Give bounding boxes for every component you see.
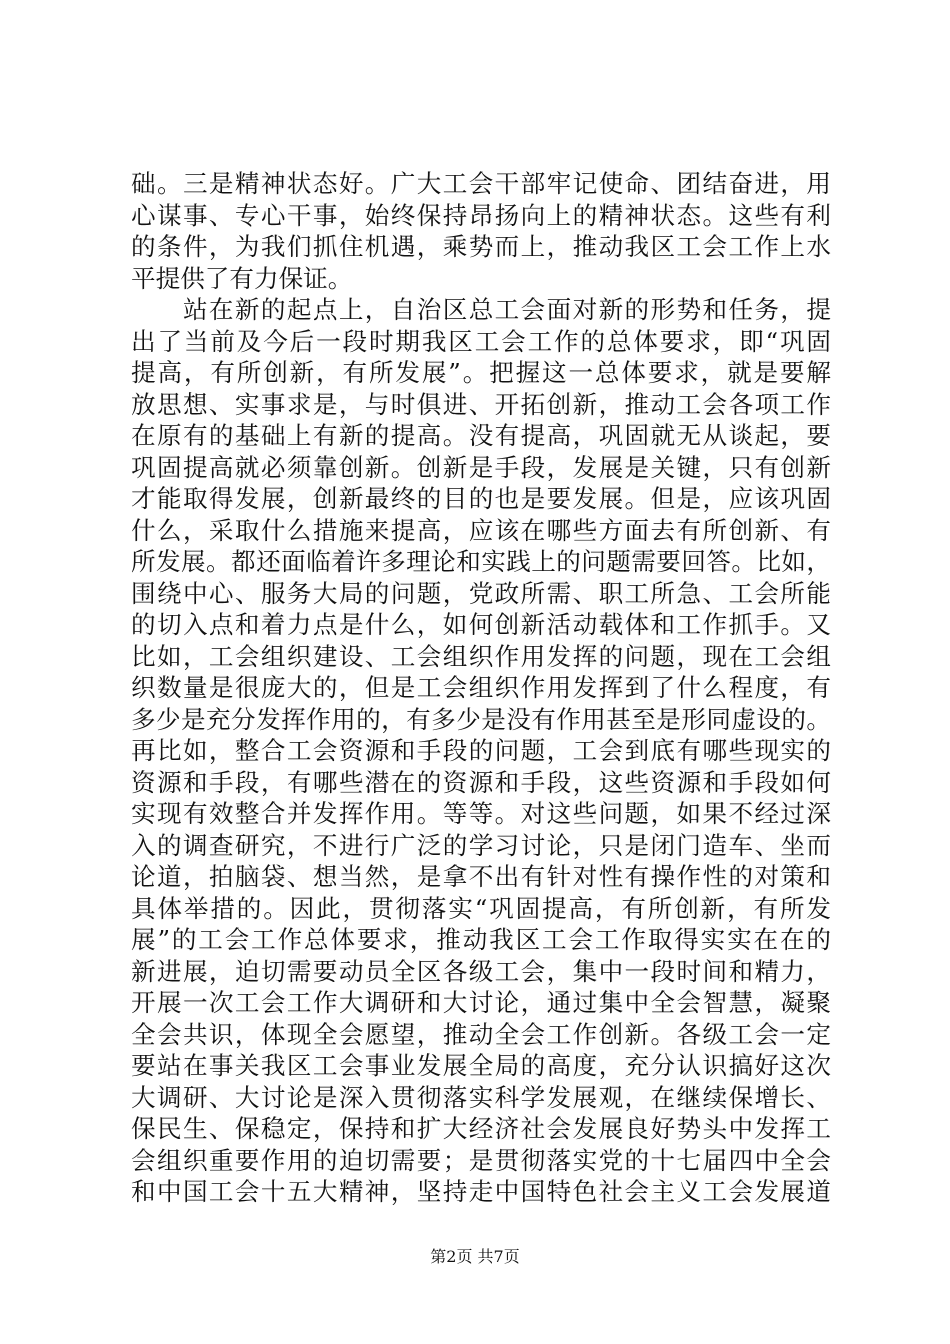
text-line: 放思想、实事求是，与时俱进、开拓创新，推动工会各项工作 xyxy=(131,389,831,419)
page-footer: 第2页 共7页 xyxy=(430,1247,520,1266)
text-line: 展”的工会工作总体要求，推动我区工会工作取得实实在在的 xyxy=(131,925,831,954)
text-line: 平提供了有力保证。 xyxy=(131,263,353,293)
text-line: 要站在事关我区工会事业发展全局的高度，充分认识搞好这次 xyxy=(131,1051,831,1080)
text-line: 础。三是精神状态好。广大工会干部牢记使命、团结奋进，用 xyxy=(131,169,831,198)
text-line: 全会共识，体现全会愿望，推动全会工作创新。各级工会一定 xyxy=(131,1019,831,1049)
text-line: 和中国工会十五大精神，坚持走中国特色社会主义工会发展道 xyxy=(131,1177,831,1206)
text-line: 的条件，为我们抓住机遇，乘势而上，推动我区工会工作上水 xyxy=(131,232,831,261)
text-line: 什么，采取什么措施来提高，应该在哪些方面去有所创新、有 xyxy=(131,515,831,545)
text-line: 再比如，整合工会资源和手段的问题，工会到底有哪些现实的 xyxy=(131,736,831,765)
text-line: 比如，工会组织建设、工会组织作用发挥的问题，现在工会组 xyxy=(131,641,831,671)
text-line: 保民生、保稳定，保持和扩大经济社会发展良好势头中发挥工 xyxy=(131,1114,831,1143)
text-line: 织数量是很庞大的，但是工会组织作用发挥到了什么程度，有 xyxy=(131,673,831,702)
text-line: 大调研、大讨论是深入贯彻落实科学发展观，在继续保增长、 xyxy=(131,1082,831,1112)
text-line: 实现有效整合并发挥作用。等等。对这些问题，如果不经过深 xyxy=(131,799,831,828)
text-line: 多少是充分发挥作用的，有多少是没有作用甚至是形同虚设的。 xyxy=(131,704,831,734)
text-line: 提高，有所创新，有所发展”。把握这一总体要求，就是要解 xyxy=(131,358,831,387)
text-line: 新进展，迫切需要动员全区各级工会，集中一段时间和精力， xyxy=(131,956,831,986)
text-line: 出了当前及今后一段时期我区工会工作的总体要求，即“巩固 xyxy=(131,326,831,356)
text-line: 入的调查研究，不进行广泛的学习讨论，只是闭门造车、坐而 xyxy=(131,830,831,860)
text-line: 巩固提高就必须靠创新。创新是手段，发展是关键，只有创新 xyxy=(131,452,831,482)
text-line: 论道，拍脑袋、想当然，是拿不出有针对性有操作性的对策和 xyxy=(131,862,831,891)
text-line: 资源和手段，有哪些潜在的资源和手段，这些资源和手段如何 xyxy=(131,767,831,797)
body-text xyxy=(131,168,831,1208)
text-line: 具体举措的。因此，贯彻落实“巩固提高，有所创新，有所发 xyxy=(131,893,831,923)
text-line: 围绕中心、服务大局的问题，党政所需、职工所急、工会所能 xyxy=(131,578,831,608)
text-line: 才能取得发展，创新最终的目的也是要发展。但是，应该巩固 xyxy=(131,484,831,513)
text-line: 站在新的起点上，自治区总工会面对新的形势和任务，提 xyxy=(131,295,831,324)
text-line: 心谋事、专心干事，始终保持昂扬向上的精神状态。这些有利 xyxy=(131,200,831,230)
text-line: 开展一次工会工作大调研和大讨论，通过集中全会智慧，凝聚 xyxy=(131,988,831,1017)
text-line: 所发展。都还面临着许多理论和实践上的问题需要回答。比如， xyxy=(131,547,831,576)
text-line: 会组织重要作用的迫切需要；是贯彻落实党的十七届四中全会 xyxy=(131,1145,831,1175)
text-line: 在原有的基础上有新的提高。没有提高，巩固就无从谈起，要 xyxy=(131,421,831,450)
text-line: 的切入点和着力点是什么，如何创新活动载体和工作抓手。又 xyxy=(131,610,831,639)
